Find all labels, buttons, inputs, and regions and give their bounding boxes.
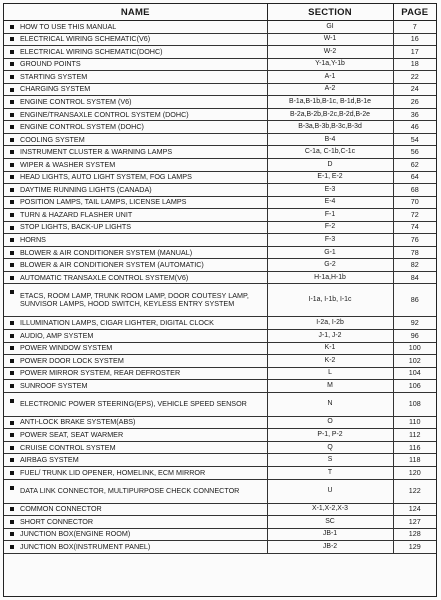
row-page: 108 <box>393 392 436 416</box>
row-page: 26 <box>393 96 436 109</box>
table-row <box>4 355 436 368</box>
row-page: 16 <box>393 33 436 46</box>
row-page: 68 <box>393 184 436 197</box>
row-name: TURN & HAZARD FLASHER UNIT <box>20 209 133 219</box>
bullet-square-icon <box>10 290 14 294</box>
row-page: 82 <box>393 259 436 272</box>
bullet-square-icon <box>10 471 14 475</box>
row-name-cell <box>4 416 267 429</box>
bullet-square-icon <box>10 399 14 403</box>
table-row <box>4 342 436 355</box>
bullet-square-icon <box>10 276 14 280</box>
table-row <box>4 71 436 84</box>
bullet-square-icon <box>10 458 14 462</box>
bullet-square-icon <box>10 75 14 79</box>
row-section: E-4 <box>267 196 393 209</box>
row-section: L <box>267 367 393 380</box>
row-name: BLOWER & AIR CONDITIONER SYSTEM (MANUAL) <box>20 247 193 257</box>
bullet-square-icon <box>10 138 14 142</box>
row-section: G-2 <box>267 259 393 272</box>
row-name: GROUND POINTS <box>20 59 81 69</box>
row-page: 62 <box>393 159 436 172</box>
bullet-square-icon <box>10 384 14 388</box>
header-page: PAGE <box>393 4 436 21</box>
row-section: D <box>267 159 393 172</box>
row-section: E-1, E-2 <box>267 171 393 184</box>
row-name-cell <box>4 503 267 516</box>
row-name-cell <box>4 392 267 416</box>
bullet-square-icon <box>10 263 14 267</box>
row-name-cell <box>4 317 267 330</box>
row-name: ELECTRICAL WIRING SCHEMATIC(DOHC) <box>20 46 163 56</box>
row-name-cell <box>4 196 267 209</box>
bullet-square-icon <box>10 346 14 350</box>
row-page: 124 <box>393 503 436 516</box>
row-name-cell <box>4 479 267 503</box>
table-row <box>4 209 436 222</box>
row-page: 110 <box>393 416 436 429</box>
row-name-cell <box>4 33 267 46</box>
bullet-square-icon <box>10 200 14 204</box>
table-row <box>4 330 436 343</box>
row-name-cell <box>4 330 267 343</box>
row-name: ENGINE/TRANSAXLE CONTROL SYSTEM (DOHC) <box>20 109 189 119</box>
row-page: 24 <box>393 83 436 96</box>
table-row <box>4 121 436 134</box>
bullet-square-icon <box>10 321 14 325</box>
row-section: SC <box>267 516 393 529</box>
row-name: HOW TO USE THIS MANUAL <box>20 21 117 31</box>
row-name-cell <box>4 58 267 71</box>
table-row <box>4 479 436 503</box>
row-name-cell <box>4 355 267 368</box>
row-section: H-1a,H-1b <box>267 271 393 284</box>
bullet-square-icon <box>10 238 14 242</box>
table-row <box>4 246 436 259</box>
bullet-square-icon <box>10 486 14 490</box>
row-name-cell <box>4 541 267 554</box>
row-section: Q <box>267 441 393 454</box>
bullet-square-icon <box>10 371 14 375</box>
row-section: U <box>267 479 393 503</box>
row-page: 106 <box>393 380 436 393</box>
row-section: GI <box>267 21 393 34</box>
table-row <box>4 146 436 159</box>
row-page: 118 <box>393 454 436 467</box>
row-section: T <box>267 466 393 479</box>
table-row <box>4 133 436 146</box>
table-row <box>4 516 436 529</box>
row-page: 78 <box>393 246 436 259</box>
row-section: E-3 <box>267 184 393 197</box>
row-name-cell <box>4 342 267 355</box>
row-name-cell <box>4 246 267 259</box>
row-page: 84 <box>393 271 436 284</box>
row-name-cell <box>4 46 267 59</box>
row-section: F-3 <box>267 234 393 247</box>
row-name-cell <box>4 259 267 272</box>
row-page: 92 <box>393 317 436 330</box>
row-page: 22 <box>393 71 436 84</box>
row-page: 96 <box>393 330 436 343</box>
table-row <box>4 441 436 454</box>
row-name: SHORT CONNECTOR <box>20 516 94 526</box>
row-page: 46 <box>393 121 436 134</box>
table-row <box>4 392 436 416</box>
row-page: 36 <box>393 108 436 121</box>
row-name: POWER SEAT, SEAT WARMER <box>20 429 124 439</box>
row-name-cell <box>4 234 267 247</box>
row-page: 112 <box>393 429 436 442</box>
row-page: 100 <box>393 342 436 355</box>
row-section: I-2a, I-2b <box>267 317 393 330</box>
row-name: STOP LIGHTS, BACK-UP LIGHTS <box>20 222 132 232</box>
row-section: S <box>267 454 393 467</box>
bullet-square-icon <box>10 188 14 192</box>
row-page: 76 <box>393 234 436 247</box>
bullet-square-icon <box>10 113 14 117</box>
row-name: ELECTRONIC POWER STEERING(EPS), VEHICLE SPEED SENSOR <box>20 399 247 409</box>
row-name: CHARGING SYSTEM <box>20 84 91 94</box>
table-row <box>4 21 436 34</box>
row-name-cell <box>4 441 267 454</box>
row-section: W-1 <box>267 33 393 46</box>
row-name: INSTRUMENT CLUSTER & WARNING LAMPS <box>20 147 173 157</box>
row-section: F-1 <box>267 209 393 222</box>
row-page: 54 <box>393 133 436 146</box>
table-row <box>4 259 436 272</box>
table-row <box>4 271 436 284</box>
header-section: SECTION <box>267 4 393 21</box>
row-section: B-1a,B-1b,B-1c, B-1d,B-1e <box>267 96 393 109</box>
row-name-cell <box>4 284 267 317</box>
row-name-cell <box>4 516 267 529</box>
bullet-square-icon <box>10 62 14 66</box>
table-row <box>4 528 436 541</box>
table-row <box>4 96 436 109</box>
row-section: JB-1 <box>267 528 393 541</box>
header-name: NAME <box>4 4 267 21</box>
row-section: B-3a,B-3b,B-3c,B-3d <box>267 121 393 134</box>
row-page: 128 <box>393 528 436 541</box>
row-section: C-1a, C-1b,C-1c <box>267 146 393 159</box>
bullet-square-icon <box>10 334 14 338</box>
row-name-cell <box>4 209 267 222</box>
row-section: F-2 <box>267 221 393 234</box>
row-section: W-2 <box>267 46 393 59</box>
row-page: 72 <box>393 209 436 222</box>
row-name: JUNCTION BOX(INSTRUMENT PANEL) <box>20 541 151 551</box>
table-row <box>4 317 436 330</box>
row-page: 104 <box>393 367 436 380</box>
row-name-cell <box>4 454 267 467</box>
row-page: 70 <box>393 196 436 209</box>
row-section: Y-1a,Y-1b <box>267 58 393 71</box>
bullet-square-icon <box>10 520 14 524</box>
row-name: ANTI-LOCK BRAKE SYSTEM(ABS) <box>20 417 136 427</box>
table-row <box>4 83 436 96</box>
bullet-square-icon <box>10 532 14 536</box>
row-section: B-4 <box>267 133 393 146</box>
row-name: POWER WINDOW SYSTEM <box>20 343 113 353</box>
row-name: ENGINE CONTROL SYSTEM (DOHC) <box>20 122 144 132</box>
index-table-page <box>3 3 437 597</box>
header-row <box>4 4 436 21</box>
bullet-square-icon <box>10 433 14 437</box>
row-page: 122 <box>393 479 436 503</box>
row-name: ETACS, ROOM LAMP, TRUNK ROOM LAMP, DOOR COUTESY LAMP, SUNVISOR LAMPS, HOOD SWITCH, KEYLESS ENTRY SYSTEM <box>20 291 249 309</box>
bullet-square-icon <box>10 88 14 92</box>
row-page: 17 <box>393 46 436 59</box>
table-row <box>4 196 436 209</box>
row-name: FUEL/ TRUNK LID OPENER, HOMELINK, ECM MIRROR <box>20 467 206 477</box>
table-row <box>4 541 436 554</box>
table-row <box>4 184 436 197</box>
row-name-cell <box>4 21 267 34</box>
row-section: J-1, J-2 <box>267 330 393 343</box>
row-name-cell <box>4 121 267 134</box>
bullet-square-icon <box>10 421 14 425</box>
row-name-cell <box>4 367 267 380</box>
row-section: O <box>267 416 393 429</box>
row-name: AUTOMATIC TRANSAXLE CONTROL SYSTEM(V6) <box>20 272 189 282</box>
row-page: 86 <box>393 284 436 317</box>
row-section: B-2a,B-2b,B-2c,B-2d,B-2e <box>267 108 393 121</box>
row-name-cell <box>4 221 267 234</box>
row-section: A-2 <box>267 83 393 96</box>
row-page: 127 <box>393 516 436 529</box>
table-row <box>4 416 436 429</box>
row-page: 7 <box>393 21 436 34</box>
row-section: JB-2 <box>267 541 393 554</box>
row-section: K-2 <box>267 355 393 368</box>
row-name-cell <box>4 171 267 184</box>
row-name-cell <box>4 96 267 109</box>
bullet-square-icon <box>10 175 14 179</box>
bullet-square-icon <box>10 37 14 41</box>
row-name-cell <box>4 429 267 442</box>
row-name-cell <box>4 71 267 84</box>
row-name: JUNCTION BOX(ENGINE ROOM) <box>20 529 131 539</box>
row-name: AUDIO, AMP SYSTEM <box>20 330 94 340</box>
row-name-cell <box>4 83 267 96</box>
bullet-square-icon <box>10 50 14 54</box>
row-name: BLOWER & AIR CONDITIONER SYSTEM (AUTOMATIC) <box>20 260 204 270</box>
index-table <box>4 4 436 554</box>
row-page: 64 <box>393 171 436 184</box>
row-name: COMMON CONNECTOR <box>20 504 102 514</box>
row-section: P-1, P-2 <box>267 429 393 442</box>
table-row <box>4 429 436 442</box>
table-row <box>4 46 436 59</box>
bullet-square-icon <box>10 163 14 167</box>
row-name: COOLING SYSTEM <box>20 134 85 144</box>
row-name: SUNROOF SYSTEM <box>20 380 88 390</box>
row-name-cell <box>4 133 267 146</box>
table-row <box>4 380 436 393</box>
bullet-square-icon <box>10 213 14 217</box>
row-name: WIPER & WASHER SYSTEM <box>20 159 116 169</box>
bullet-square-icon <box>10 226 14 230</box>
table-row <box>4 33 436 46</box>
table-row <box>4 108 436 121</box>
row-name-cell <box>4 159 267 172</box>
row-page: 116 <box>393 441 436 454</box>
table-row <box>4 454 436 467</box>
row-name: ELECTRICAL WIRING SCHEMATIC(V6) <box>20 34 151 44</box>
row-section: K-1 <box>267 342 393 355</box>
table-row <box>4 234 436 247</box>
row-name: DAYTIME RUNNING LIGHTS (CANADA) <box>20 184 152 194</box>
row-name-cell <box>4 184 267 197</box>
bullet-square-icon <box>10 251 14 255</box>
row-name: HORNS <box>20 234 46 244</box>
bullet-square-icon <box>10 150 14 154</box>
row-name-cell <box>4 466 267 479</box>
row-name: ENGINE CONTROL SYSTEM (V6) <box>20 96 132 106</box>
bullet-square-icon <box>10 545 14 549</box>
row-name: DATA LINK CONNECTOR, MULTIPURPOSE CHECK CONNECTOR <box>20 485 240 495</box>
row-page: 56 <box>393 146 436 159</box>
row-section: I-1a, I-1b, I-1c <box>267 284 393 317</box>
row-page: 74 <box>393 221 436 234</box>
row-name: STARTING SYSTEM <box>20 71 88 81</box>
row-section: M <box>267 380 393 393</box>
table-row <box>4 466 436 479</box>
row-name-cell <box>4 108 267 121</box>
row-page: 129 <box>393 541 436 554</box>
row-name: HEAD LIGHTS, AUTO LIGHT SYSTEM, FOG LAMPS <box>20 172 192 182</box>
row-section: N <box>267 392 393 416</box>
row-name: POSITION LAMPS, TAIL LAMPS, LICENSE LAMPS <box>20 197 187 207</box>
row-name: AIRBAG SYSTEM <box>20 455 79 465</box>
table-row <box>4 367 436 380</box>
bullet-square-icon <box>10 25 14 29</box>
bullet-square-icon <box>10 446 14 450</box>
bullet-square-icon <box>10 359 14 363</box>
table-row <box>4 58 436 71</box>
row-name: POWER MIRROR SYSTEM, REAR DEFROSTER <box>20 368 181 378</box>
table-row <box>4 284 436 317</box>
table-row <box>4 503 436 516</box>
row-name-cell <box>4 146 267 159</box>
table-body <box>4 21 436 554</box>
bullet-square-icon <box>10 125 14 129</box>
row-name: POWER DOOR LOCK SYSTEM <box>20 355 124 365</box>
table-row <box>4 171 436 184</box>
row-section: X-1,X-2,X-3 <box>267 503 393 516</box>
row-page: 18 <box>393 58 436 71</box>
row-name-cell <box>4 528 267 541</box>
row-section: G-1 <box>267 246 393 259</box>
row-name-cell <box>4 380 267 393</box>
row-page: 120 <box>393 466 436 479</box>
row-page: 102 <box>393 355 436 368</box>
row-name: ILLUMINATION LAMPS, CIGAR LIGHTER, DIGITAL CLOCK <box>20 318 214 328</box>
table-row <box>4 159 436 172</box>
row-name-cell <box>4 271 267 284</box>
bullet-square-icon <box>10 100 14 104</box>
bullet-square-icon <box>10 507 14 511</box>
table-row <box>4 221 436 234</box>
row-name: CRUISE CONTROL SYSTEM <box>20 442 116 452</box>
row-section: A-1 <box>267 71 393 84</box>
